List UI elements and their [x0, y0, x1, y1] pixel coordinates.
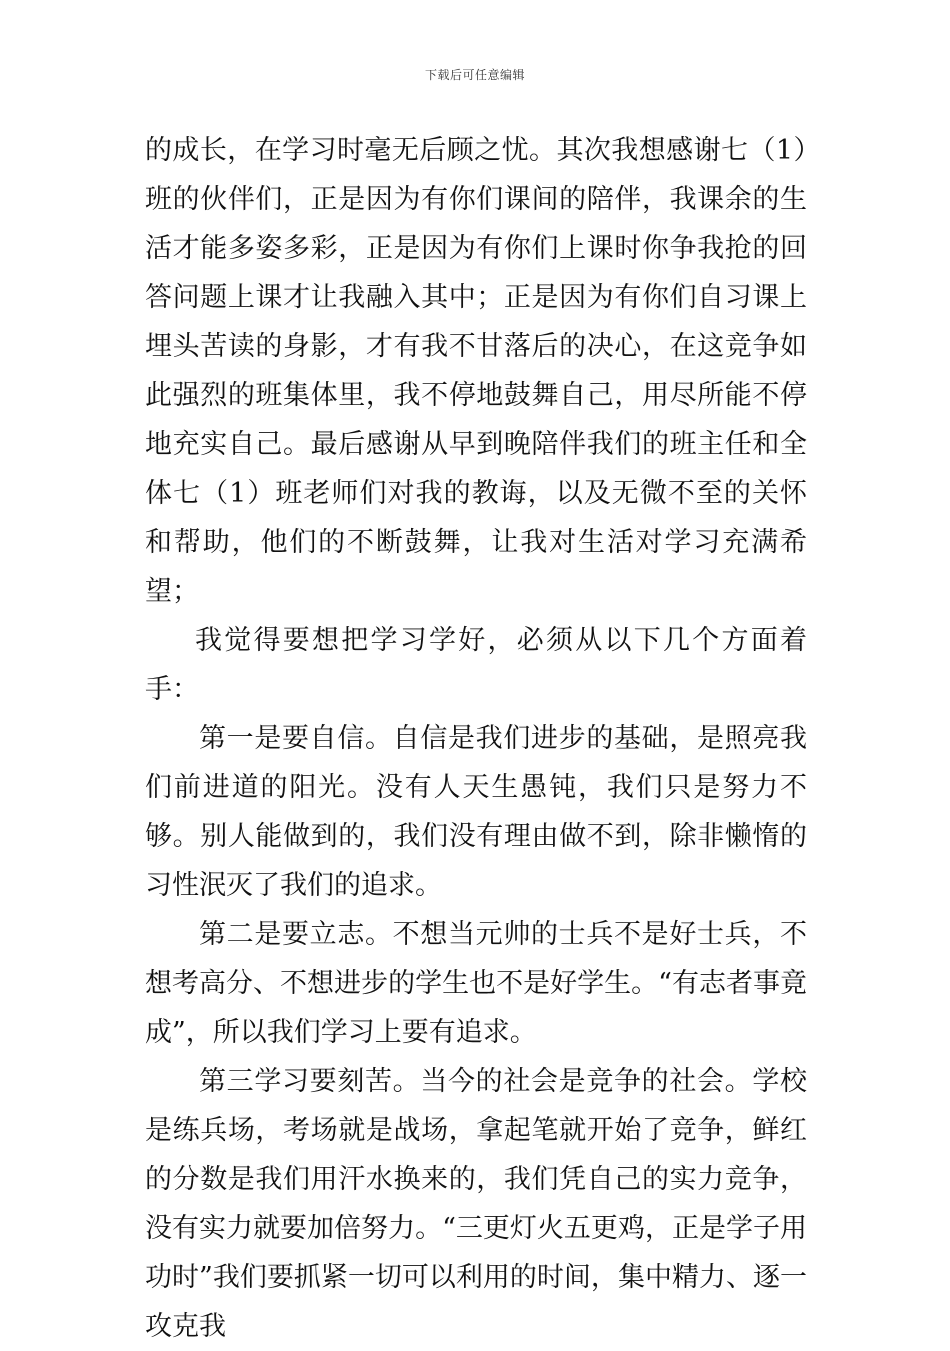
paragraph-thanks: 的成长，在学习时毫无后顾之忧。其次我想感谢七（1）班的伙伴们，正是因为有你们课间的陪伴，我课余的生活才能多姿多彩，正是因为有你们上课时你争我抢的回答问题上课才让我融入其中；正是因为有你们自习课上埋头苦读的身影，才有我不甘落后的决心，在这竞争如此强烈的班集体里，我不停地鼓舞自己，用尽所能不停地充实自己。最后感谢从早到晚陪伴我们的班主任和全体七（1）班老师们对我的教诲，以及无微不至的关怀和帮助，他们的不断鼓舞，让我对生活对学习充满希望；	[145, 135, 807, 607]
paragraph-point-two: 第二是要立志。不想当元帅的士兵不是好士兵，不想考高分、不想进步的学生也不是好学生。“有志者事竟成”，所以我们学习上要有追求。	[145, 919, 807, 1048]
paragraph-point-three: 第三学习要刻苦。当今的社会是竞争的社会。学校是练兵场，考场就是战场，拿起笔就开始了竞争，鲜红的分数是我们用汗水换来的，我们凭自己的实力竞争，没有实力就要加倍努力。“三更灯火五更鸡，正是学子用功时”我们要抓紧一切可以利用的时间，集中精力、逐一攻克我	[145, 1066, 807, 1342]
paragraph-intro: 我觉得要想把学习学好，必须从以下几个方面着手：	[145, 625, 807, 705]
document-body	[145, 126, 807, 1351]
paragraph-point-one: 第一是要自信。自信是我们进步的基础，是照亮我们前进道的阳光。没有人天生愚钝，我们只是努力不够。别人能做到的，我们没有理由做不到，除非懒惰的习性泯灭了我们的追求。	[145, 723, 807, 901]
page-header: 下载后可任意编辑	[424, 68, 525, 82]
